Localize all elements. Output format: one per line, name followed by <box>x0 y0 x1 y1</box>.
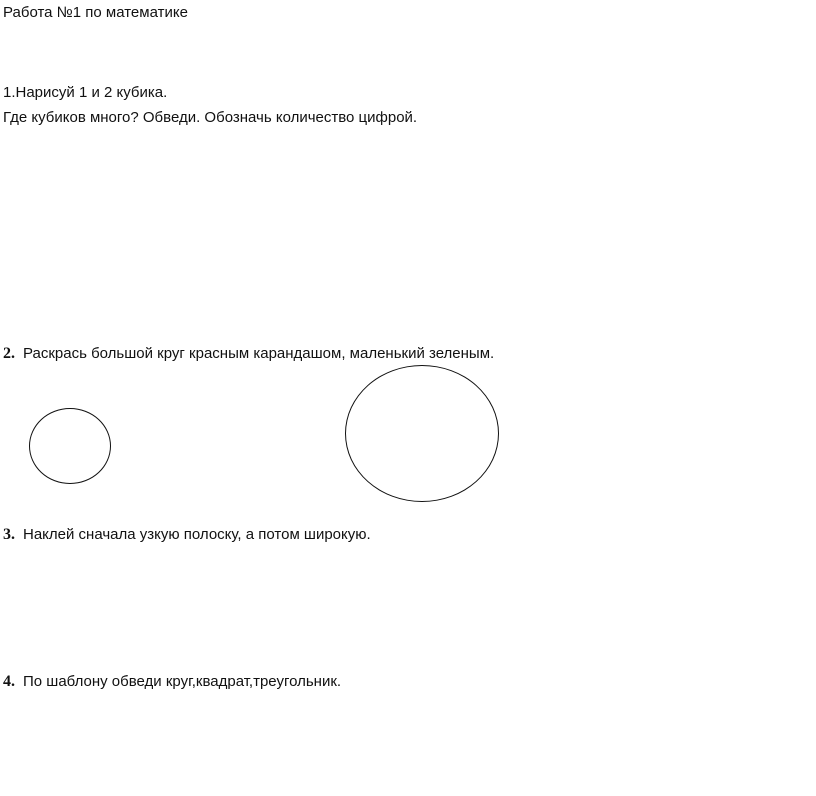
task-1-question: Где кубиков много? Обведи. Обозначь количество цифрой. <box>3 109 418 126</box>
small-circle-outline <box>29 408 111 484</box>
task-4-instruction: По шаблону обведи круг,квадрат,треугольник. <box>23 673 342 690</box>
task-2 <box>3 345 494 363</box>
big-circle-outline <box>345 365 499 502</box>
task-2-number: 2. <box>3 345 15 362</box>
task-1-instruction: 1.Нарисуй 1 и 2 кубика. <box>3 84 168 101</box>
task-3 <box>3 526 371 544</box>
task-3-number: 3. <box>3 526 15 543</box>
task-3-instruction: Наклей сначала узкую полоску, а потом широкую. <box>23 526 371 543</box>
task-4 <box>3 673 341 691</box>
worksheet-title: Работа №1 по математике <box>3 4 188 21</box>
task-2-instruction: Раскрась большой круг красным карандашом, маленький зеленым. <box>23 345 495 362</box>
task-4-number: 4. <box>3 673 15 690</box>
